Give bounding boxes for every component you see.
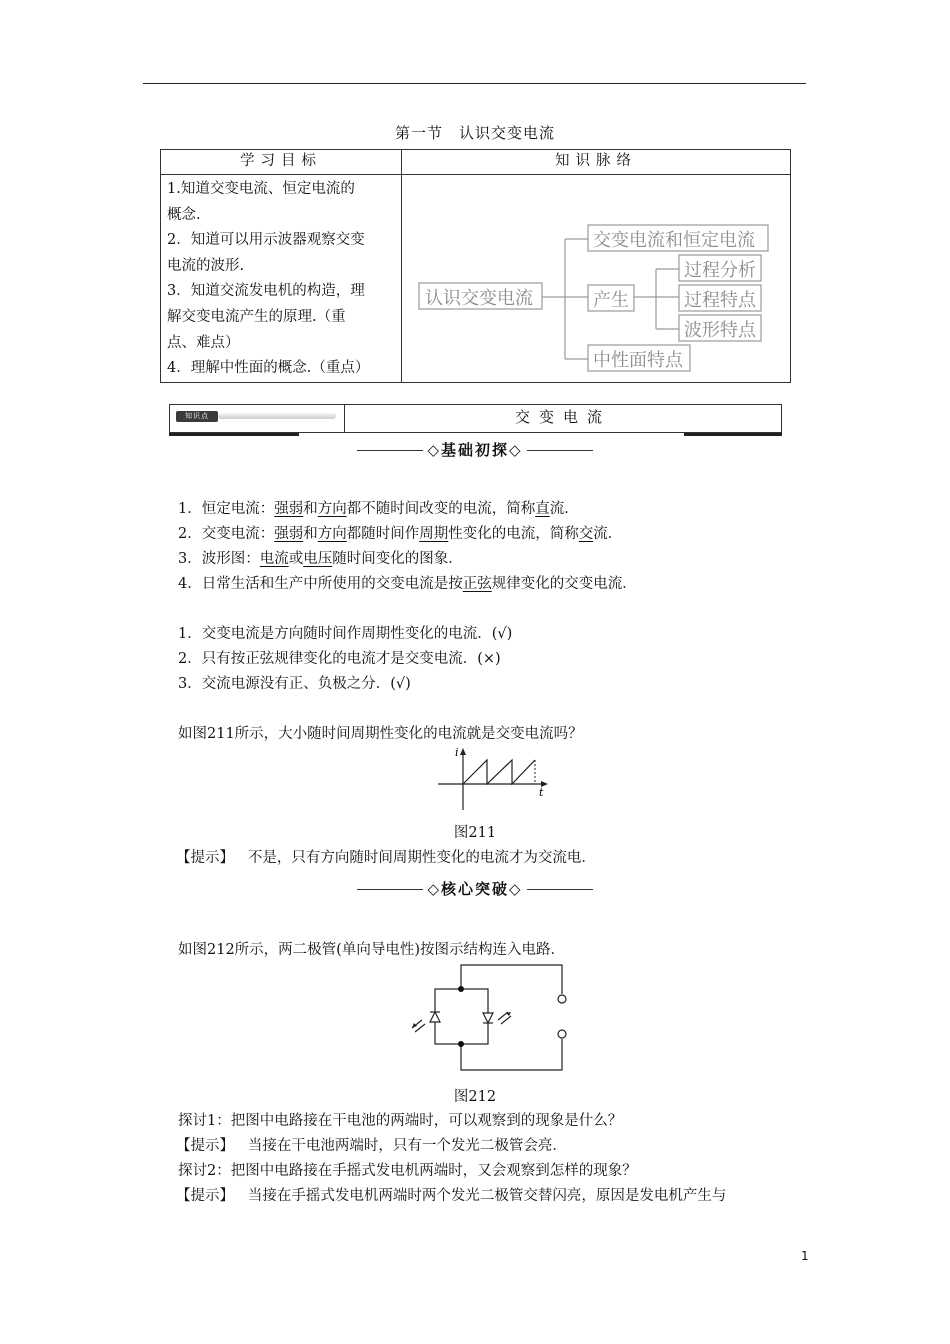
judge-item-1: 1．交变电流是方向随时间作周期性变化的电流．(√) xyxy=(178,626,513,642)
question-1: 如图211所示，大小随时间周期性变化的电流就是交变电流吗？ xyxy=(178,726,583,742)
mindmap-branch-mid: 产生 xyxy=(593,290,629,311)
objective-line: 电流的波形. xyxy=(167,257,245,274)
discuss-1: 探讨1：把图中电路接在干电池的两端时，可以观察到的现象是什么？ xyxy=(178,1113,623,1129)
knowledge-mindmap xyxy=(402,175,790,378)
basic-item-1: 1．恒定电流：强弱和方向都不随时间改变的电流，简称直流． xyxy=(178,501,579,517)
header-objectives: 学习目标 xyxy=(161,150,402,175)
objective-line: 1.知道交变电流、恒定电流的 xyxy=(167,181,355,197)
judge-item-3: 3．交流电源没有正、负极之分．(√) xyxy=(178,676,411,692)
objective-line: 概念. xyxy=(167,206,201,223)
objective-line: 点、难点） xyxy=(167,334,240,351)
hint-2: 【提示】 当接在干电池两端时，只有一个发光二极管会亮． xyxy=(176,1138,567,1154)
hint-3: 【提示】 当接在手摇式发电机两端时两个发光二极管交替闪亮，原因是发电机产生与 xyxy=(176,1188,727,1204)
discuss-2: 探讨2：把图中电路接在手摇式发电机两端时，又会观察到怎样的现象？ xyxy=(178,1163,637,1179)
mindmap-sub1: 过程分析 xyxy=(684,260,756,281)
bar-shadow-right xyxy=(684,433,782,436)
figure-212-caption: 图212 xyxy=(453,1089,497,1105)
objective-line: 4．理解中性面的概念.（重点） xyxy=(167,360,370,377)
header-knowledge-map: 知识脉络 xyxy=(402,150,791,175)
figure-211-sawtooth-graph xyxy=(432,746,552,812)
page-title: 第一节 认识交变电流 xyxy=(394,124,555,142)
objective-line: 3．知道交流发电机的构造，理 xyxy=(167,283,365,300)
chip-decoration xyxy=(218,413,336,419)
judge-item-2: 2．只有按正弦规律变化的电流才是交变电流．(×) xyxy=(178,651,501,667)
objectives-cell xyxy=(161,175,402,383)
axis-i-label: i xyxy=(455,746,459,759)
mindmap-branch-bottom: 中性面特点 xyxy=(593,350,683,371)
question-2: 如图212所示，两二极管(单向导电性)按图示结构连入电路． xyxy=(178,942,565,958)
page-number: 1 xyxy=(801,1249,809,1263)
axis-t-label: t xyxy=(539,786,544,799)
bar-shadow-left xyxy=(169,433,299,436)
mindmap-root: 认识交变电流 xyxy=(425,288,533,309)
figure-212-diode-circuit xyxy=(408,960,578,1080)
mindmap-sub2: 过程特点 xyxy=(684,290,756,311)
basic-item-2: 2．交变电流：强弱和方向都随时间作周期性变化的电流，简称交流． xyxy=(178,526,623,542)
basic-item-4: 4．日常生活和生产中所使用的交变电流是按正弦规律变化的交变电流． xyxy=(178,576,637,592)
section-basic-heading: ◇基础初探◇ xyxy=(0,439,950,460)
objective-line: 2．知道可以用示波器观察交变 xyxy=(167,232,365,249)
objective-line: 解交变电流产生的原理.（重 xyxy=(167,308,346,325)
figure-211-caption: 图211 xyxy=(453,825,497,841)
knowledge-point-chip: 知识点 xyxy=(176,411,218,422)
hint-1: 【提示】 不是，只有方向随时间周期性变化的电流才为交流电． xyxy=(176,850,596,866)
knowledge-point-bar xyxy=(169,404,782,433)
objectives-table xyxy=(160,149,791,383)
knowledge-map-cell xyxy=(402,175,791,383)
mindmap-branch-top: 交变电流和恒定电流 xyxy=(593,230,755,251)
basic-item-3: 3．波形图：电流或电压随时间变化的图象． xyxy=(178,551,463,567)
mindmap-sub3: 波形特点 xyxy=(684,320,756,341)
section-core-heading: ◇核心突破◇ xyxy=(0,878,950,899)
knowledge-point-title: 交变电流 xyxy=(514,408,611,426)
top-rule xyxy=(143,83,806,84)
